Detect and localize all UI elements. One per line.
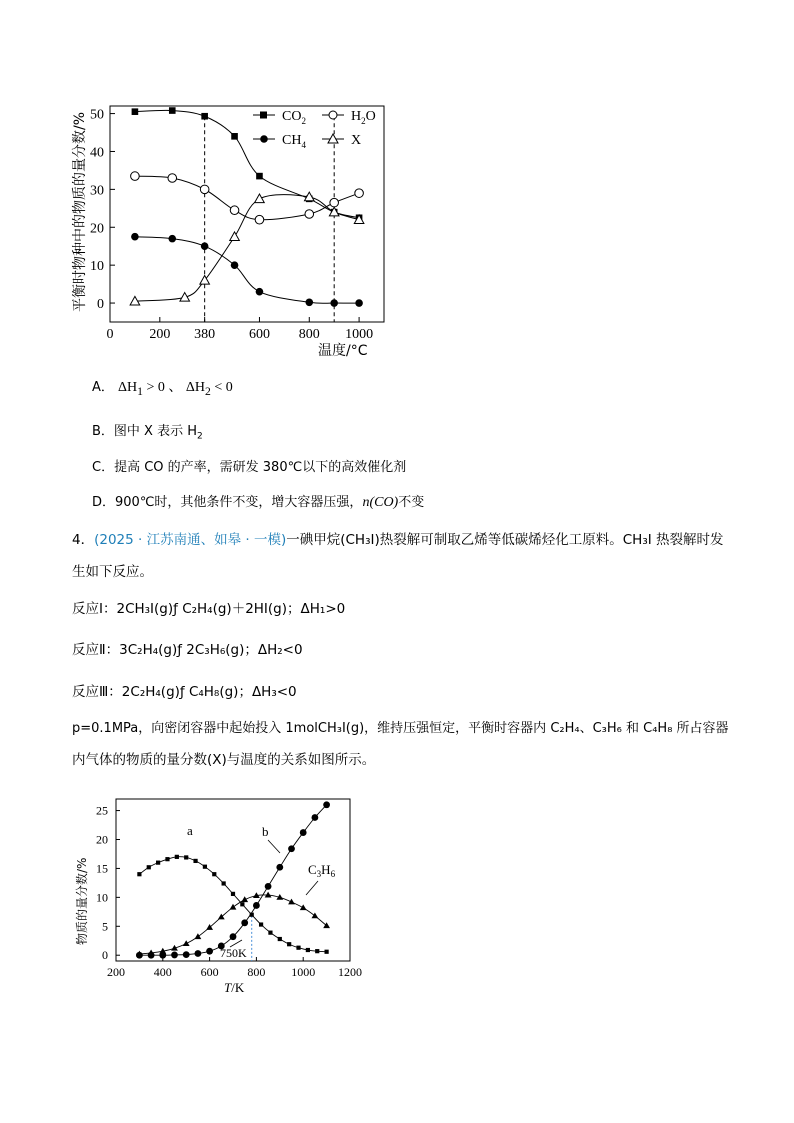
chart2-point-b (265, 883, 272, 890)
chart1-point-co2 (231, 133, 238, 140)
chart2-point-a (212, 872, 216, 876)
chart2-xtick-label: 200 (107, 965, 125, 979)
chart2-point-a (222, 881, 226, 885)
chart2-point-a (268, 931, 272, 935)
chart2-xtick-label: 1000 (291, 965, 316, 979)
chart1-point-ch4 (201, 242, 209, 250)
question4-line1 (72, 528, 724, 548)
chart2-ytick-label: 10 (96, 890, 108, 905)
question4-source: (2025 · 江苏南通、如皋 · 一模) (94, 532, 287, 548)
chart2-label-c3h6: $C_3H_6$ (308, 862, 336, 879)
chart2-point-a (278, 937, 282, 941)
chart1-point-ch4 (305, 298, 313, 306)
chart1-ytick-label: 20 (90, 221, 104, 237)
option-a-content (118, 380, 233, 398)
chart1-ytick-label: 40 (90, 145, 104, 161)
chart2-point-a (193, 859, 197, 863)
chart1-ytick-label: 0 (97, 297, 104, 313)
option-a-sub2: 2 (205, 384, 211, 398)
legend-h2o: $H_2O$ (351, 109, 376, 126)
chart2-point-a (184, 855, 188, 859)
chart1-ytick-label: 50 (90, 107, 104, 123)
chart1-point-co2 (201, 113, 208, 120)
chart1-xtick-label: 1000 (345, 327, 374, 342)
chart1-point-h2o (230, 206, 239, 215)
question4-text1: 一碘甲烷(CH₃I)热裂解可制取乙烯等低碳烯烃化工原料。CH₃I 热裂解时发 (286, 532, 724, 548)
chart1-xtick-label: 800 (298, 327, 320, 342)
chart2-point-b (253, 902, 260, 909)
chart2-xtick-label: 1200 (338, 965, 362, 979)
option-d-n-co: n(CO) (362, 495, 399, 510)
chart2-xtick-label: 800 (247, 965, 266, 979)
chart-equilibrium-fraction (60, 92, 390, 362)
chart2-point-b (312, 814, 319, 821)
chart2-point-a (315, 949, 319, 953)
chart1-ytick-label: 10 (90, 259, 104, 275)
chart1-point-h2o (168, 174, 177, 183)
question4-number: 4． (72, 532, 95, 548)
chart1-xlabel: 温度/°C (318, 343, 368, 359)
option-a-part1: ΔH (118, 380, 138, 395)
chart1-xtick-label: 200 (149, 327, 171, 342)
chart2-point-c3h6 (195, 933, 202, 939)
chart1-point-x (230, 232, 240, 241)
chart2-point-a (156, 861, 160, 865)
chart2-point-b (171, 952, 178, 959)
chart2-point-b (195, 950, 202, 957)
legend-ch4: $CH_4$ (282, 133, 306, 150)
option-c (92, 456, 406, 475)
chart2-point-a (137, 872, 141, 876)
chart2-xlabel: T/K (224, 980, 245, 995)
chart2-point-c3h6 (288, 899, 295, 905)
option-b-text: 图中 X 表示 H (113, 424, 198, 439)
chart1-series-line-co2 (135, 110, 362, 217)
reaction-3: 反应Ⅲ：2C₂H₄(g)ƒ C₄H₈(g)；ΔH₃<0 (72, 684, 297, 700)
chart2-series-line-b (139, 805, 326, 955)
chart1-plot-frame (110, 106, 384, 322)
option-a-label: A． (92, 380, 114, 395)
option-b-label: B． (92, 424, 114, 439)
chart1-point-h2o (255, 215, 264, 224)
chart1-point-co2 (132, 108, 139, 115)
chart1-ytick-label: 30 (90, 183, 104, 199)
chart2-point-b (230, 933, 237, 940)
option-a (92, 376, 233, 398)
condition-line2: 内气体的物质的量分数(X)与温度的关系如图所示。 (72, 752, 376, 768)
option-c-label: C． (92, 460, 115, 475)
chart1-series-line-x (135, 195, 359, 302)
chart2-point-a (325, 950, 329, 954)
chart2-ytick-label: 25 (96, 803, 108, 818)
chart1-point-ch4 (168, 235, 176, 243)
chart2-point-a (203, 865, 207, 869)
chart1-point-co2 (169, 107, 176, 114)
question4-line2: 生如下反应。 (72, 564, 153, 580)
chart2-label-a: a (187, 823, 193, 838)
chart1-point-ch4 (231, 261, 239, 269)
chart1-legend (253, 109, 376, 150)
chart2-point-b (241, 919, 248, 926)
chart2-point-a (231, 892, 235, 896)
chart2-point-a (147, 865, 151, 869)
chart2-annotation-750k: 750K (220, 946, 247, 960)
chart2-point-b (276, 864, 283, 871)
chart2-point-a (287, 942, 291, 946)
chart2-ytick-label: 5 (102, 919, 108, 934)
chart2-label-b: b (262, 824, 269, 839)
option-b-sub: 2 (197, 431, 203, 442)
option-a-part2: > 0 、 ΔH (143, 380, 206, 395)
chart1-xtick-label: 600 (248, 327, 270, 342)
chart2-point-c3h6 (312, 912, 319, 918)
chart-cracking-fraction (70, 795, 370, 1000)
chart2-xtick-label: 400 (153, 965, 172, 979)
condition-line1: p=0.1MPa，向密闭容器中起始投入 1molCH₃I(g)，维持压强恒定，平衡时容器内 C₂H₄、C₃H₆ 和 C₄H₈ 所占容器 (72, 721, 729, 736)
chart2-point-c3h6 (300, 904, 307, 910)
option-c-text: 提高 CO 的产率，需研发 380℃以下的高效催化剂 (114, 460, 407, 475)
chart1-point-ch4 (355, 299, 363, 307)
option-a-part3: < 0 (210, 380, 233, 395)
chart2-point-c3h6 (241, 896, 248, 902)
chart2-point-a (165, 857, 169, 861)
chart1-ylabel: 平衡时物种中的物质的量分数/% (72, 111, 88, 312)
reaction-1: 反应Ⅰ：2CH₃I(g)ƒ C₂H₄(g)＋2HI(g)；ΔH₁>0 (72, 601, 346, 617)
chart2-point-b (206, 948, 213, 955)
chart2-point-a (259, 922, 263, 926)
chart2-ylabel: 物质的量分数/% (75, 857, 89, 945)
chart1-point-h2o (305, 210, 314, 219)
chart2-point-b (183, 951, 190, 958)
chart2-point-c3h6 (230, 904, 237, 910)
chart2-point-a (306, 948, 310, 952)
chart1-point-x (255, 194, 265, 203)
chart2-point-a (240, 902, 244, 906)
chart2-ytick-label: 15 (96, 861, 108, 876)
option-d-label: D． (92, 495, 116, 510)
chart1-point-h2o (200, 185, 209, 194)
chart2-point-b (323, 801, 330, 808)
chart1-point-h2o (355, 189, 364, 198)
option-a-sub1: 1 (137, 384, 143, 398)
option-d (92, 491, 424, 511)
chart1-point-h2o (131, 172, 140, 181)
chart1-point-x (329, 207, 339, 216)
chart1-point-x (200, 276, 210, 285)
legend-co2: $CO_2$ (282, 109, 306, 126)
reaction-2: 反应Ⅱ：3C₂H₄(g)ƒ 2C₃H₆(g)；ΔH₂<0 (72, 642, 303, 658)
option-b (92, 420, 203, 442)
chart2-point-b (300, 829, 307, 836)
chart2-ytick-label: 0 (102, 948, 108, 963)
chart2-ytick-label: 20 (96, 832, 108, 847)
chart1-xtick-label: 0 (106, 327, 114, 342)
legend-x: X (351, 133, 362, 148)
chart2-xtick-label: 600 (200, 965, 219, 979)
chart1-point-ch4 (131, 233, 139, 241)
chart1-xtick-label: 380 (194, 327, 216, 342)
chart1-point-ch4 (256, 288, 264, 296)
chart1-point-co2 (256, 173, 263, 180)
option-d-tail: 不变 (398, 495, 425, 510)
option-d-text: 900℃时，其他条件不变，增大容器压强， (115, 495, 363, 510)
chart2-point-a (175, 855, 179, 859)
chart2-point-c3h6 (183, 940, 190, 946)
chart1-point-h2o (330, 198, 339, 207)
chart1-point-ch4 (330, 299, 338, 307)
chart1-series-line-ch4 (135, 237, 359, 304)
chart1-point-x (180, 293, 190, 302)
chart2-point-a (296, 946, 300, 950)
chart2-point-b (288, 845, 295, 852)
